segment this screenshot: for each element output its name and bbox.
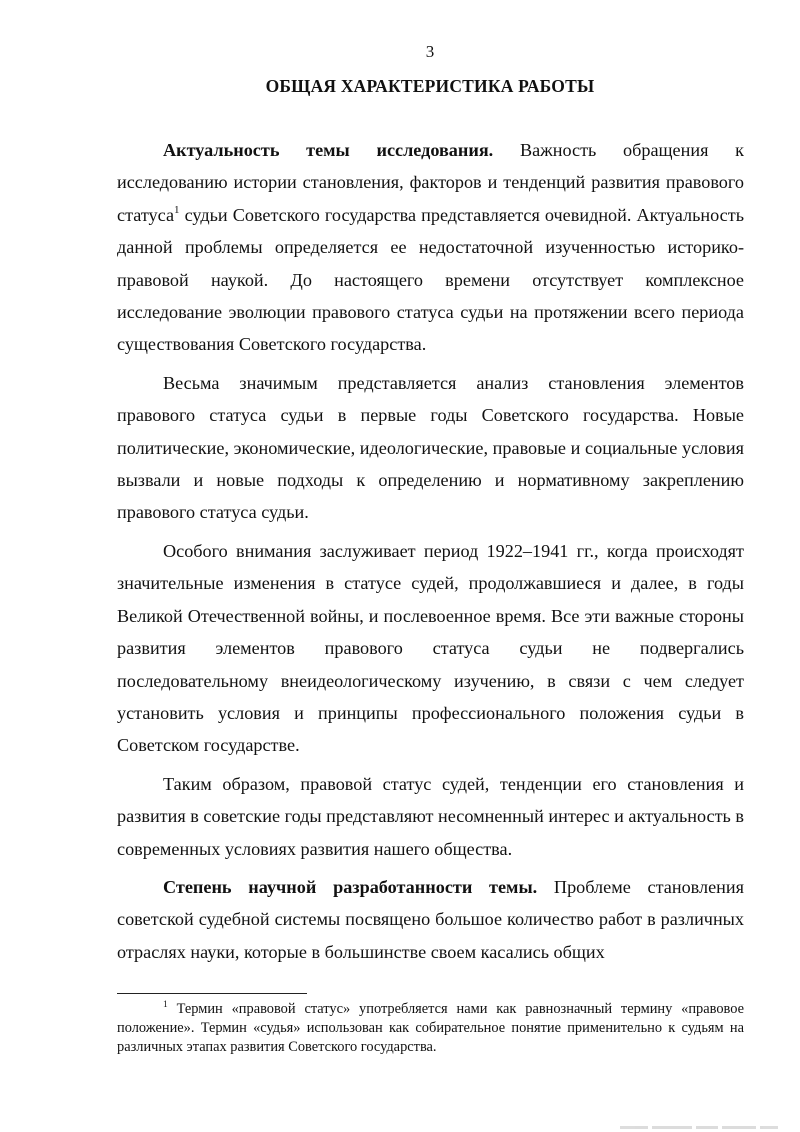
paragraph-text: судьи Советского государства представляется очевидной. Актуальность данной проблемы определяется ее недостаточной изученностью историко-правовой наукой. До настоящего времени отсутствует комплексное исследование эволюции правового статуса судьи на протяжении всего периода существования Советского государства. bbox=[117, 204, 744, 355]
footnote bbox=[117, 1000, 744, 1057]
paragraph-lead: Степень научной разработанности темы. bbox=[163, 876, 538, 897]
paragraph-text: Важность обращения к исследованию истории становления, факторов и тенденций развития правового статуса bbox=[117, 140, 745, 225]
paragraph-text: Проблеме становления советской судебной системы посвящено большое количество работ в различных отраслях науки, которые в большинстве своем касались общих bbox=[117, 876, 744, 962]
paragraph-lead: Актуальность темы исследования. bbox=[163, 140, 494, 160]
paragraph: Весьма значимым представляется анализ становления элементов правового статуса судьи в первые годы Советского государства. Новые политические, экономические, идеологические, правовые и социальные условия вызвали и новые подходы к определению и нормативному закреплению правового статуса судьи. bbox=[117, 372, 744, 523]
body-text bbox=[117, 134, 744, 974]
paragraph-relevance bbox=[117, 134, 744, 361]
footnote-reference[interactable]: 1 bbox=[174, 203, 180, 216]
page-number: 3 bbox=[425, 42, 435, 61]
footnote-marker: 1 bbox=[163, 1000, 168, 1010]
scan-artifact bbox=[620, 1124, 790, 1130]
footnote-text: Термин «правовой статус» употребляется нами как равнозначный термину «правовое положение». Термин «судья» использован как собирательное понятие применительно к судьям на различных этапах развития Советского государства. bbox=[117, 1001, 744, 1055]
footnote-separator bbox=[117, 993, 307, 994]
paragraph: Особого внимания заслуживает период 1922–1941 гг., когда происходят значительные изменения в статусе судей, продолжавшиеся и далее, в годы Великой Отечественной войны, и послевоенное время. Все эти важные стороны развития элементов правового статуса судьи не подвергались последовательному внеидеологическому изучению, в связи с чем следует установить условия и принципы профессионального положения судьи в Советском государстве. bbox=[117, 540, 744, 756]
section-title: ОБЩАЯ ХАРАКТЕРИСТИКА РАБОТЫ bbox=[265, 76, 595, 96]
paragraph: Таким образом, правовой статус судей, тенденции его становления и развития в советские годы представляют несомненный интерес и актуальность в современных условиях развития нашего общества. bbox=[117, 773, 744, 859]
paragraph-research-degree bbox=[117, 871, 744, 968]
